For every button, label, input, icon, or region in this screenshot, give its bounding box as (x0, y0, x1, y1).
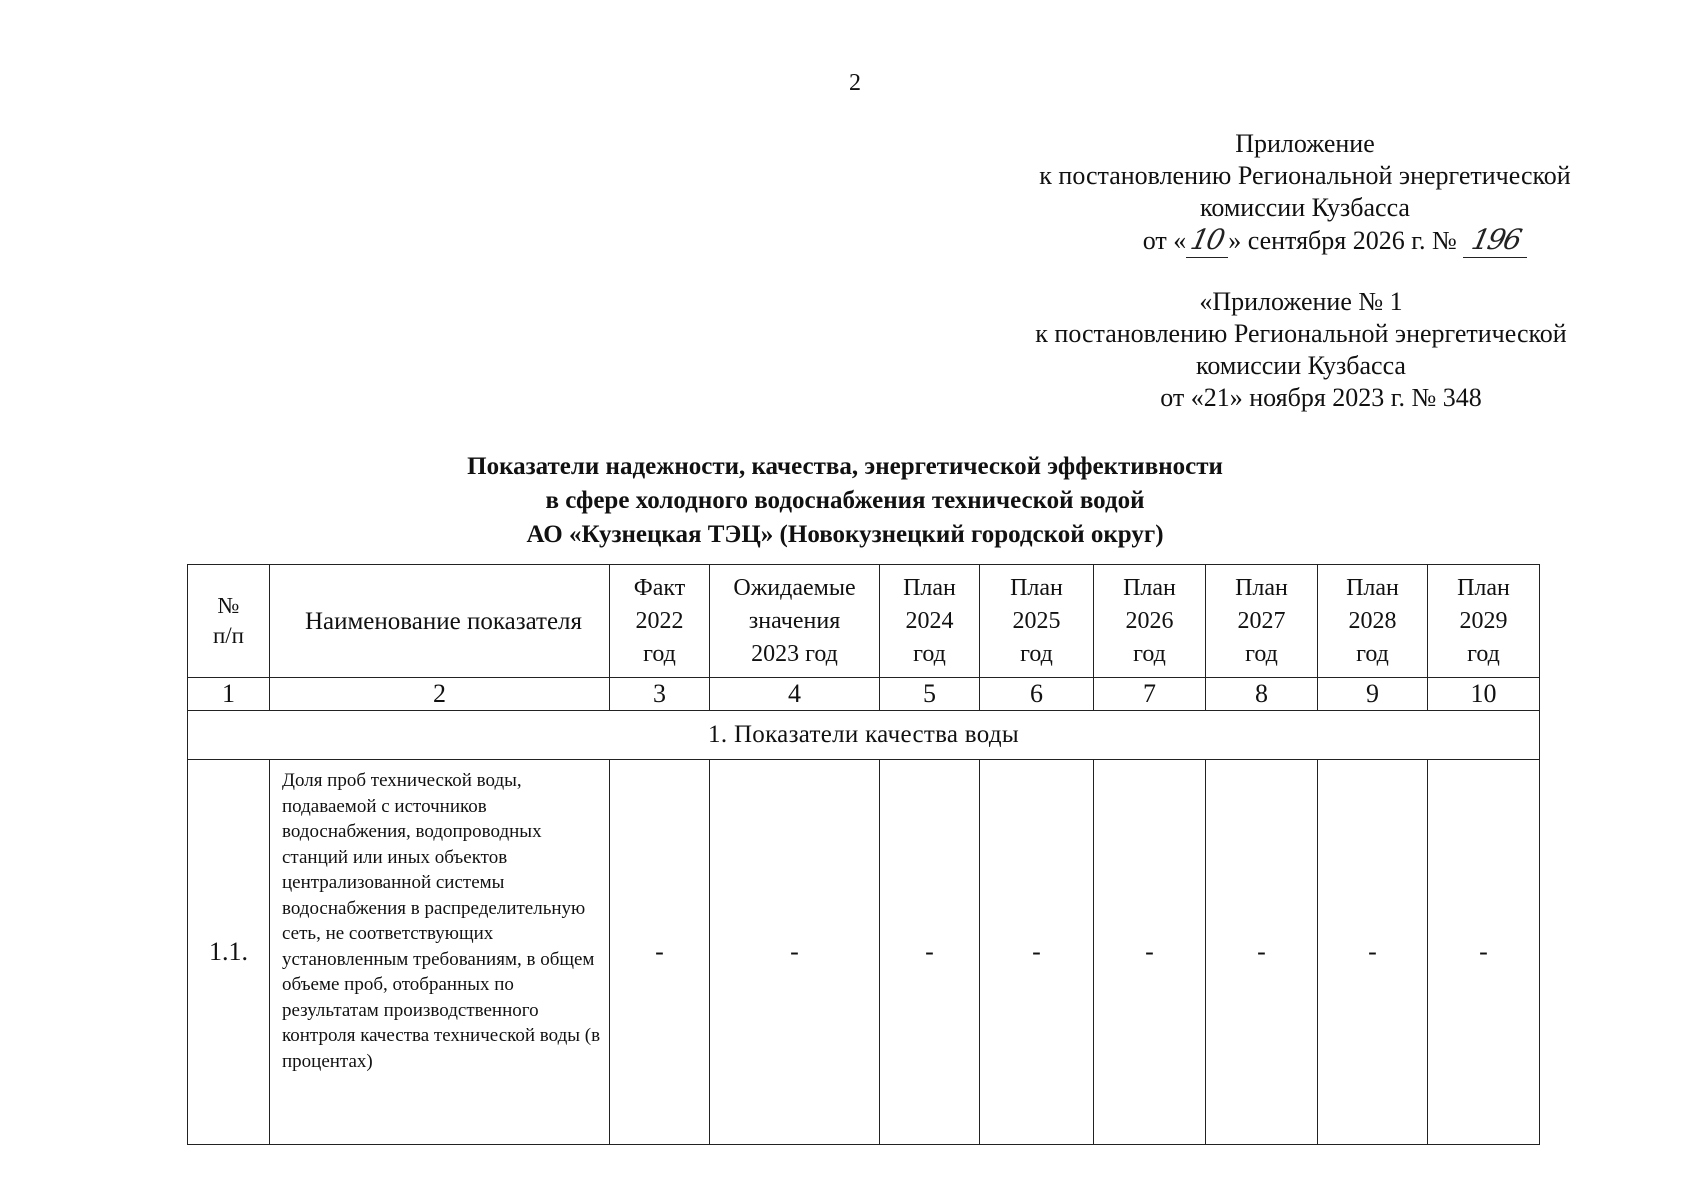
row-value-plan-2025: - (980, 760, 1094, 1145)
handwritten-number-text: 196 (1468, 223, 1523, 256)
annex-current-line2: к постановлению Региональной энергетической (1039, 161, 1571, 190)
column-index: 7 (1094, 678, 1206, 711)
header-plan-2025: План 2025 год (980, 565, 1094, 678)
title-line2: в сфере холодного водоснабжения технической водой (545, 487, 1145, 514)
table-row (188, 760, 1540, 1145)
title-line3: АО «Кузнецкая ТЭЦ» (Новокузнецкий городской округ) (526, 521, 1164, 548)
row-value-plan-2029: - (1428, 760, 1540, 1145)
header-expected-2023: Ожидаемые значения 2023 год (710, 565, 880, 678)
column-index: 8 (1206, 678, 1318, 711)
annex-current-date-line (1010, 224, 1600, 258)
column-index: 6 (980, 678, 1094, 711)
column-index: 10 (1428, 678, 1540, 711)
row-value-plan-2028: - (1318, 760, 1428, 1145)
annex-original-line2: к постановлению Региональной энергетической (1035, 319, 1567, 348)
annex-original-line1: «Приложение № 1 (1199, 287, 1403, 316)
date-prefix: от « (1142, 226, 1187, 255)
annex-original-block (1006, 286, 1596, 414)
annex-current-line1: Приложение (1235, 129, 1375, 158)
handwritten-day (1186, 224, 1228, 258)
row-value-plan-2026: - (1094, 760, 1206, 1145)
header-plan-2027: План 2027 год (1206, 565, 1318, 678)
annex-original-line3: комиссии Кузбасса (1196, 351, 1406, 380)
column-index: 4 (710, 678, 880, 711)
date-middle: » сентября 2026 г. № (1228, 226, 1457, 255)
column-index: 2 (270, 678, 610, 711)
section-title-water-quality: 1. Показатели качества воды (188, 711, 1540, 760)
page-number: 2 (849, 70, 861, 96)
row-value-plan-2024: - (880, 760, 980, 1145)
header-plan-2024: План 2024 год (880, 565, 980, 678)
column-index: 5 (880, 678, 980, 711)
header-plan-2026: План 2026 год (1094, 565, 1206, 678)
header-number: № п/п (188, 565, 270, 678)
row-value-plan-2027: - (1206, 760, 1318, 1145)
table-header-row (188, 565, 1540, 678)
header-plan-2028: План 2028 год (1318, 565, 1428, 678)
column-index-row (188, 678, 1540, 711)
document-title (380, 450, 1310, 552)
row-value-fact-2022: - (610, 760, 710, 1145)
handwritten-number (1463, 224, 1527, 258)
header-plan-2029: План 2029 год (1428, 565, 1540, 678)
row-indicator-name: Доля проб технической воды, подаваемой с источников водоснабжения, водопроводных станций или иных объектов централизованной системы водоснабжения в распределительную сеть, не соответствующих установленным требованиям, в общем объеме проб, отобранных по результатам производственного контроля качества технической воды (в процентах) (270, 760, 610, 1145)
column-index: 1 (188, 678, 270, 711)
row-number: 1.1. (188, 760, 270, 1145)
indicators-table (187, 564, 1540, 1145)
annex-original-line4: от «21» ноября 2023 г. № 348 (1160, 383, 1482, 412)
handwritten-day-text: 10 (1188, 223, 1227, 256)
annex-current-line3: комиссии Кузбасса (1200, 193, 1410, 222)
row-value-expected-2023: - (710, 760, 880, 1145)
annex-current-block (1010, 128, 1600, 258)
section-row (188, 711, 1540, 760)
column-index: 3 (610, 678, 710, 711)
column-index: 9 (1318, 678, 1428, 711)
title-line1: Показатели надежности, качества, энергетической эффективности (467, 453, 1223, 480)
header-indicator-name: Наименование показателя (270, 565, 610, 678)
header-fact-2022: Факт 2022 год (610, 565, 710, 678)
